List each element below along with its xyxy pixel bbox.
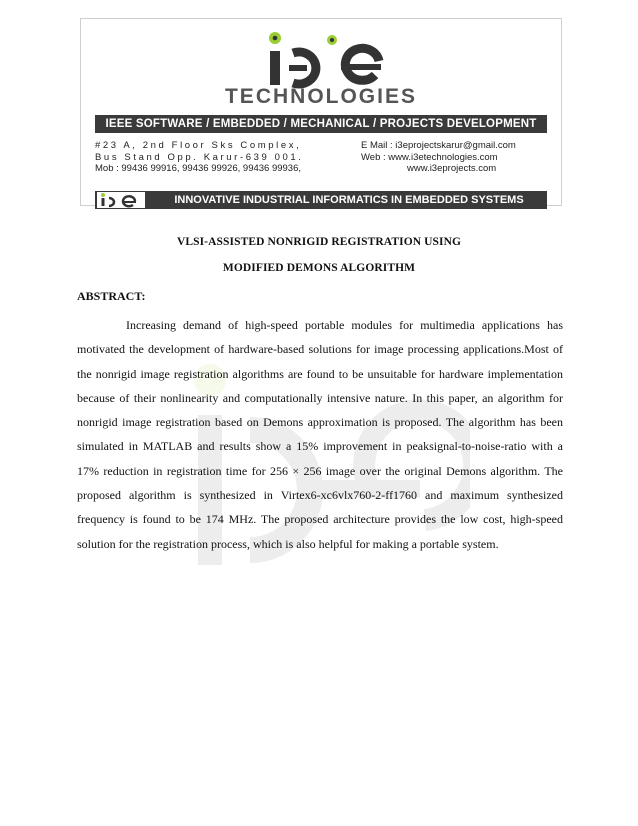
email-line: E Mail : i3eprojectskarur@gmail.com [361,140,516,151]
tagline-banner: IEEE SOFTWARE / EMBEDDED / MECHANICAL / PROJECTS DEVELOPMENT [95,115,547,133]
company-name: TECHNOLOGIES [224,85,417,108]
address-line: #23 A, 2nd Floor Sks Complex, [95,140,302,151]
web-line: Web : www.i3etechnologies.com [361,151,498,163]
web-line-2: www.i3eprojects.com [407,163,497,174]
address-line: Bus Stand Opp. Karur-639 001. [95,151,304,163]
letterhead [80,18,562,206]
contact-block [361,140,551,175]
address-block [95,140,355,175]
footer-banner-text: INNOVATIVE INDUSTRIAL INFORMATICS IN EMBEDDED SYSTEMS [174,194,524,206]
mobile-line: Mob : 99436 99916, 99436 99926, 99436 99936, [95,163,302,174]
abstract-heading: ABSTRACT: [77,289,146,303]
paper-title-line2: MODIFIED DEMONS ALGORITHM [222,262,416,274]
abstract-body: Increasing demand of high-speed portable modules for multimedia applications has motivated the development of hardware-based solutions for image processing applications.Most of the nonrigid image registration algorithms are found to be unsuitable for hardware implementation because of their nonlinearity and computationally intensive nature. In this paper, an algorithm for nonrigid image registration based on Demons approximation is proposed. The algorithm has been simulated in MATLAB and results show a 15% improvement in peaksignal-to-noise-ratio with a 17% reduction in registration time for 256 × 256 image over the original Demons algorithm. The proposed algorithm is synthesized in Virtex6-xc6vlx760-2-ff1760 and maximum synthesized frequency is found to be 174 MHz. The proposed architecture provides the low cost, high-speed solution for the registration process, which is also helpful for making a portable system. [77,318,563,551]
footer-banner [95,191,547,209]
i3e-logo-icon [249,31,399,89]
i3e-mini-logo-icon [97,192,145,208]
paper-title-line1: VLSI-ASSISTED NONRIGID REGISTRATION USING [176,236,462,248]
